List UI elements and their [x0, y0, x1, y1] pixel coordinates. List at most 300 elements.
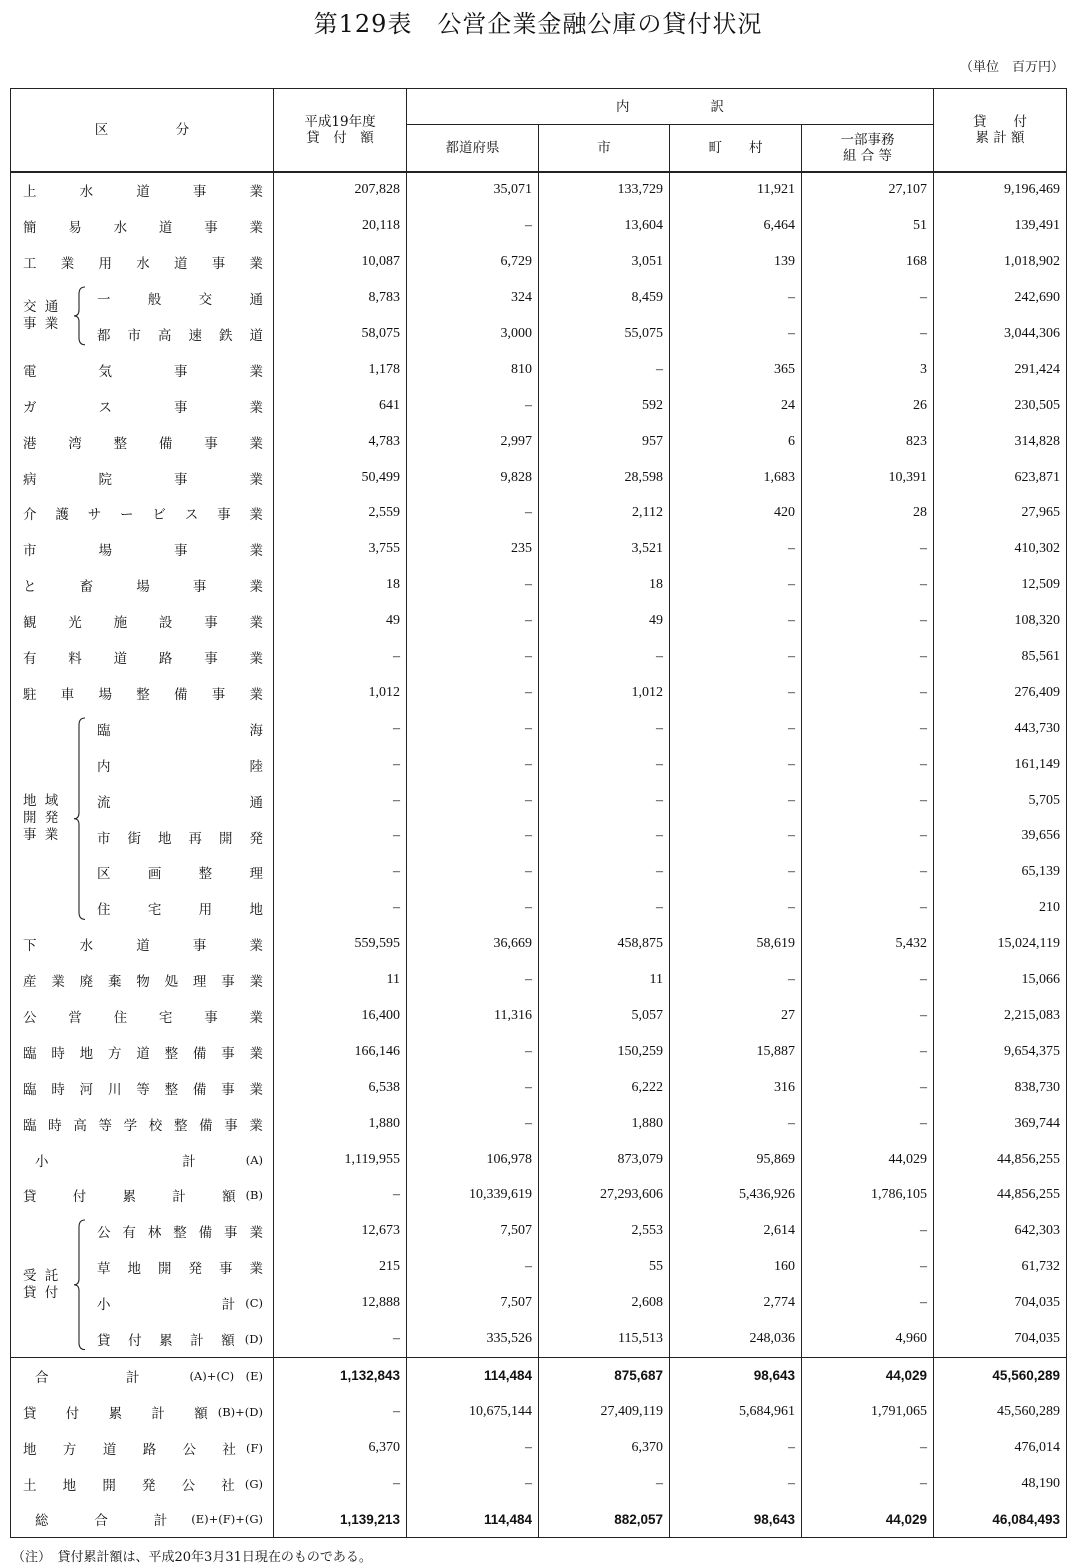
- table-cell: 13,604: [539, 208, 670, 244]
- table-cell: 1,791,065: [802, 1394, 934, 1430]
- table-row: [11, 1106, 1067, 1142]
- table-cell: 207,828: [274, 172, 407, 209]
- table-cell: 26: [802, 388, 934, 424]
- table-cell: 139: [670, 244, 802, 280]
- table-cell: –: [802, 567, 934, 603]
- table-cell: –: [802, 1070, 934, 1106]
- header-loan-amount: 平成19年度 貸 付 額: [274, 89, 407, 172]
- row-label: 土 地 開 発 公 社: [23, 1477, 235, 1494]
- header-city: 市: [539, 125, 670, 172]
- table-cell: 1,178: [274, 352, 407, 388]
- table-cell: 1,018,902: [934, 244, 1067, 280]
- table-cell: 36,669: [407, 926, 539, 962]
- table-cell: 316: [670, 1070, 802, 1106]
- table-cell: 44,029: [802, 1142, 934, 1178]
- table-cell: 150,259: [539, 1034, 670, 1070]
- row-label-cell: [11, 603, 274, 639]
- table-cell: 115,513: [539, 1321, 670, 1357]
- table-cell: –: [407, 1106, 539, 1142]
- table-cell: –: [407, 1034, 539, 1070]
- row-label: 簡 易 水 道 事 業: [23, 220, 263, 237]
- row-label-cell: [11, 1142, 274, 1178]
- row-label: 都 市 高 速 鉄 道: [97, 328, 263, 344]
- table-cell: 4,783: [274, 424, 407, 460]
- row-label: 一 般 交 通: [97, 292, 263, 309]
- table-cell: 18: [539, 567, 670, 603]
- table-cell: 166,146: [274, 1034, 407, 1070]
- table-cell: 210: [934, 890, 1067, 926]
- table-cell: 882,057: [539, 1502, 670, 1538]
- row-formula: (G): [244, 1476, 263, 1491]
- row-label-cell: [11, 1394, 274, 1430]
- table-cell: 9,196,469: [934, 172, 1067, 209]
- table-row: [11, 675, 1067, 711]
- table-cell: 10,339,619: [407, 1178, 539, 1214]
- row-label: 港 湾 整 備 事 業: [23, 435, 263, 452]
- header-category: 区 分: [11, 89, 274, 172]
- row-label-cell: [11, 1034, 274, 1070]
- table-cell: –: [407, 1466, 539, 1502]
- row-label: 上 水 道 事 業: [23, 184, 263, 201]
- table-cell: –: [802, 854, 934, 890]
- table-row: [11, 603, 1067, 639]
- table-cell: 11: [274, 962, 407, 998]
- table-cell: 114,484: [407, 1357, 539, 1393]
- row-label-cell: [11, 1466, 274, 1502]
- table-cell: –: [407, 783, 539, 819]
- row-label-cell: [11, 352, 274, 388]
- table-cell: 9,828: [407, 460, 539, 496]
- table-cell: –: [802, 1430, 934, 1466]
- table-cell: 58,075: [274, 316, 407, 352]
- row-label: 病 院 事 業: [23, 471, 263, 488]
- table-cell: 114,484: [407, 1502, 539, 1538]
- table-cell: 838,730: [934, 1070, 1067, 1106]
- table-cell: –: [802, 675, 934, 711]
- table-cell: 623,871: [934, 460, 1067, 496]
- table-cell: 44,029: [802, 1357, 934, 1393]
- table-cell: 11,316: [407, 998, 539, 1034]
- group-cell-regional: [11, 711, 274, 926]
- table-cell: 2,997: [407, 424, 539, 460]
- header-cumulative: 貸 付 累 計 額: [934, 89, 1067, 172]
- table-cell: 1,880: [274, 1106, 407, 1142]
- row-label-cell: [11, 1106, 274, 1142]
- table-row: [11, 1357, 1067, 1393]
- table-cell: –: [670, 675, 802, 711]
- header-town: 町 村: [670, 125, 802, 172]
- table-cell: –: [274, 1178, 407, 1214]
- table-cell: –: [802, 998, 934, 1034]
- table-cell: 5,432: [802, 926, 934, 962]
- table-cell: 24: [670, 388, 802, 424]
- table-cell: 45,560,289: [934, 1357, 1067, 1393]
- row-label-cell: [11, 1357, 274, 1393]
- table-cell: 49: [274, 603, 407, 639]
- table-cell: 276,409: [934, 675, 1067, 711]
- row-label: ガ ス 事 業: [23, 399, 263, 416]
- table-cell: 50,499: [274, 460, 407, 496]
- row-label: 小 計: [35, 1153, 196, 1170]
- row-label: 介 護 サ ー ビ ス 事 業: [23, 507, 263, 524]
- table-cell: 27,107: [802, 172, 934, 209]
- table-cell: 1,119,955: [274, 1142, 407, 1178]
- table-cell: –: [407, 639, 539, 675]
- row-label: 住 宅 用 地: [97, 902, 263, 919]
- table-cell: 98,643: [670, 1357, 802, 1393]
- table-row: [11, 1502, 1067, 1538]
- table-cell: –: [802, 783, 934, 819]
- group-cell-consign: [11, 1213, 274, 1357]
- table-cell: –: [670, 747, 802, 783]
- table-cell: –: [802, 747, 934, 783]
- table-cell: –: [670, 1430, 802, 1466]
- table-cell: –: [802, 962, 934, 998]
- header-prefecture: 都道府県: [407, 125, 539, 172]
- table-row: [11, 567, 1067, 603]
- row-label: 臨 時 高 等 学 校 整 備 事 業: [23, 1117, 263, 1134]
- table-cell: –: [274, 854, 407, 890]
- table-cell: –: [407, 1430, 539, 1466]
- table-cell: 420: [670, 496, 802, 532]
- unit-label: （単位 百万円）: [959, 60, 1064, 75]
- table-cell: 6,370: [539, 1430, 670, 1466]
- row-label-cell: [11, 208, 274, 244]
- group-label: 地 域 開 発 事 業: [23, 793, 61, 844]
- row-label-cell: [11, 1502, 274, 1538]
- table-row: [11, 496, 1067, 532]
- table-cell: –: [802, 819, 934, 855]
- table-cell: –: [539, 711, 670, 747]
- table-row: [11, 711, 1067, 747]
- row-label-cell: [11, 926, 274, 962]
- table-cell: 16,400: [274, 998, 407, 1034]
- table-cell: –: [407, 962, 539, 998]
- row-label: 臨 時 地 方 道 整 備 事 業: [23, 1045, 263, 1062]
- table-cell: 6,222: [539, 1070, 670, 1106]
- row-label-cell: [11, 1430, 274, 1466]
- table-cell: 4,960: [802, 1321, 934, 1357]
- table-cell: 44,029: [802, 1502, 934, 1538]
- table-cell: 5,705: [934, 783, 1067, 819]
- row-label: 合 計: [35, 1369, 140, 1386]
- table-cell: 61,732: [934, 1249, 1067, 1285]
- table-cell: –: [670, 316, 802, 352]
- table-cell: 139,491: [934, 208, 1067, 244]
- table-cell: 7,507: [407, 1213, 539, 1249]
- table-cell: 2,608: [539, 1285, 670, 1321]
- table-row: [11, 1213, 1067, 1249]
- table-cell: 28: [802, 496, 934, 532]
- table-cell: –: [670, 603, 802, 639]
- row-label: 総 合 計: [35, 1513, 168, 1530]
- table-cell: –: [670, 1106, 802, 1142]
- table-cell: 44,856,255: [934, 1142, 1067, 1178]
- table-cell: 235: [407, 531, 539, 567]
- table-cell: 1,012: [274, 675, 407, 711]
- table-row: [11, 208, 1067, 244]
- group-label: 受 託 貸 付: [23, 1268, 61, 1302]
- table-cell: –: [802, 1106, 934, 1142]
- row-label: 貸 付 累 計 額: [23, 1405, 208, 1422]
- table-cell: 1,012: [539, 675, 670, 711]
- table-row: [11, 460, 1067, 496]
- table-cell: –: [670, 890, 802, 926]
- table-cell: 20,118: [274, 208, 407, 244]
- row-label-cell: [11, 460, 274, 496]
- row-label: 下 水 道 事 業: [23, 938, 263, 955]
- row-label: 電 気 事 業: [23, 363, 263, 380]
- table-cell: –: [407, 711, 539, 747]
- table-cell: 7,507: [407, 1285, 539, 1321]
- table-cell: 55: [539, 1249, 670, 1285]
- table-cell: –: [274, 783, 407, 819]
- row-label: 流 通: [97, 794, 263, 811]
- table-cell: –: [802, 603, 934, 639]
- table-cell: –: [407, 603, 539, 639]
- row-label-cell: [11, 1070, 274, 1106]
- row-label: 小 計 (C): [97, 1296, 263, 1314]
- table-cell: –: [670, 819, 802, 855]
- table-cell: 2,559: [274, 496, 407, 532]
- row-label: 内 陸: [97, 758, 263, 775]
- table-cell: –: [274, 639, 407, 675]
- group-cell-transport: [11, 280, 274, 352]
- row-label-cell: [11, 244, 274, 280]
- table-cell: –: [802, 280, 934, 316]
- loan-table: [10, 88, 1067, 1538]
- table-cell: –: [407, 1249, 539, 1285]
- table-cell: –: [802, 1249, 934, 1285]
- table-cell: 1,132,843: [274, 1357, 407, 1393]
- table-cell: –: [274, 747, 407, 783]
- header-association: 一部事務 組 合 等: [802, 125, 934, 172]
- table-cell: 44,856,255: [934, 1178, 1067, 1214]
- table-cell: –: [407, 208, 539, 244]
- table-cell: 49: [539, 603, 670, 639]
- table-row: [11, 280, 1067, 316]
- table-cell: 161,149: [934, 747, 1067, 783]
- table-body: [11, 172, 1067, 1538]
- table-cell: 9,654,375: [934, 1034, 1067, 1070]
- table-cell: –: [539, 352, 670, 388]
- table-row: [11, 1178, 1067, 1214]
- table-cell: 45,560,289: [934, 1394, 1067, 1430]
- table-cell: 6,370: [274, 1430, 407, 1466]
- table-cell: 6: [670, 424, 802, 460]
- table-cell: 230,505: [934, 388, 1067, 424]
- table-cell: –: [274, 819, 407, 855]
- row-formula: (A): [245, 1152, 263, 1167]
- row-label-cell: [11, 998, 274, 1034]
- table-cell: –: [670, 531, 802, 567]
- table-cell: 11: [539, 962, 670, 998]
- table-cell: –: [539, 639, 670, 675]
- table-cell: 704,035: [934, 1321, 1067, 1357]
- table-cell: 592: [539, 388, 670, 424]
- table-cell: 12,673: [274, 1213, 407, 1249]
- table-cell: 3,000: [407, 316, 539, 352]
- table-cell: –: [274, 1394, 407, 1430]
- table-cell: 559,595: [274, 926, 407, 962]
- row-formula: (F): [246, 1440, 263, 1455]
- table-cell: 443,730: [934, 711, 1067, 747]
- table-cell: –: [670, 280, 802, 316]
- row-label: 地 方 道 路 公 社: [23, 1441, 237, 1458]
- table-row: [11, 1430, 1067, 1466]
- row-label-cell: [11, 424, 274, 460]
- table-cell: 324: [407, 280, 539, 316]
- table-cell: 704,035: [934, 1285, 1067, 1321]
- table-cell: 6,538: [274, 1070, 407, 1106]
- page-title: 第129表 公営企業金融公庫の貸付状況: [313, 10, 763, 38]
- table-cell: 642,303: [934, 1213, 1067, 1249]
- table-cell: 1,139,213: [274, 1502, 407, 1538]
- table-cell: 133,729: [539, 172, 670, 209]
- table-cell: 85,561: [934, 639, 1067, 675]
- table-cell: 335,526: [407, 1321, 539, 1357]
- row-label: 有 料 道 路 事 業: [23, 651, 263, 668]
- table-cell: 27: [670, 998, 802, 1034]
- table-cell: 35,071: [407, 172, 539, 209]
- table-cell: 27,293,606: [539, 1178, 670, 1214]
- row-label: 駐 車 場 整 備 事 業: [23, 686, 263, 703]
- row-label: 市 場 事 業: [23, 543, 263, 560]
- table-row: [11, 1034, 1067, 1070]
- table-cell: 215: [274, 1249, 407, 1285]
- table-row: [11, 1142, 1067, 1178]
- table-cell: –: [802, 639, 934, 675]
- table-cell: 15,066: [934, 962, 1067, 998]
- table-cell: 875,687: [539, 1357, 670, 1393]
- table-cell: 291,424: [934, 352, 1067, 388]
- table-cell: –: [407, 819, 539, 855]
- table-row: [11, 172, 1067, 209]
- table-cell: 458,875: [539, 926, 670, 962]
- table-cell: –: [539, 783, 670, 819]
- row-label: 貸 付 累 計 額 (D): [97, 1332, 263, 1350]
- table-row: [11, 1394, 1067, 1430]
- table-cell: –: [407, 1070, 539, 1106]
- table-cell: 27,965: [934, 496, 1067, 532]
- table-cell: –: [670, 567, 802, 603]
- row-label: 草 地 開 発 事 業: [97, 1261, 263, 1278]
- table-cell: 2,614: [670, 1213, 802, 1249]
- brace-icon: [73, 1219, 87, 1351]
- table-cell: –: [670, 854, 802, 890]
- row-label: 観 光 施 設 事 業: [23, 615, 263, 632]
- table-cell: –: [274, 1321, 407, 1357]
- table-cell: –: [539, 1466, 670, 1502]
- table-cell: –: [670, 639, 802, 675]
- table-cell: –: [274, 890, 407, 926]
- table-cell: –: [802, 1466, 934, 1502]
- row-label: 臨 海: [97, 722, 263, 739]
- table-cell: 2,553: [539, 1213, 670, 1249]
- table-cell: 106,978: [407, 1142, 539, 1178]
- table-cell: 98,643: [670, 1502, 802, 1538]
- table-cell: 65,139: [934, 854, 1067, 890]
- table-cell: –: [670, 962, 802, 998]
- table-cell: 1,683: [670, 460, 802, 496]
- row-label-cell: [11, 567, 274, 603]
- table-cell: 39,656: [934, 819, 1067, 855]
- table-cell: –: [802, 1285, 934, 1321]
- row-label: 臨 時 河 川 等 整 備 事 業: [23, 1081, 263, 1098]
- row-label-cell: [11, 388, 274, 424]
- table-cell: 10,391: [802, 460, 934, 496]
- table-cell: –: [407, 388, 539, 424]
- table-cell: 48,190: [934, 1466, 1067, 1502]
- header-breakdown: 内 訳: [407, 89, 934, 125]
- table-cell: 5,057: [539, 998, 670, 1034]
- row-label: と 畜 場 事 業: [23, 579, 263, 596]
- table-cell: 15,887: [670, 1034, 802, 1070]
- table-cell: 15,024,119: [934, 926, 1067, 962]
- table-cell: 476,014: [934, 1430, 1067, 1466]
- table-cell: 51: [802, 208, 934, 244]
- table-cell: –: [670, 1466, 802, 1502]
- table-cell: 2,112: [539, 496, 670, 532]
- table-cell: 369,744: [934, 1106, 1067, 1142]
- table-cell: 3,051: [539, 244, 670, 280]
- group-label: 交 通 事 業: [23, 299, 61, 333]
- table-cell: 957: [539, 424, 670, 460]
- table-cell: 248,036: [670, 1321, 802, 1357]
- table-cell: –: [802, 316, 934, 352]
- row-formula: (B)+(D): [217, 1404, 263, 1419]
- row-label-cell: [11, 675, 274, 711]
- table-row: [11, 962, 1067, 998]
- table-row: [11, 1466, 1067, 1502]
- row-formula: (E)+(F)+(G): [191, 1512, 263, 1527]
- table-cell: –: [539, 819, 670, 855]
- table-cell: 8,459: [539, 280, 670, 316]
- table-cell: –: [539, 854, 670, 890]
- brace-icon: [73, 717, 87, 920]
- table-cell: –: [802, 1213, 934, 1249]
- table-cell: 3: [802, 352, 934, 388]
- table-row: [11, 926, 1067, 962]
- table-cell: –: [802, 711, 934, 747]
- table-cell: 12,888: [274, 1285, 407, 1321]
- table-cell: 5,436,926: [670, 1178, 802, 1214]
- table-cell: –: [407, 567, 539, 603]
- table-cell: –: [670, 783, 802, 819]
- table-cell: 12,509: [934, 567, 1067, 603]
- table-cell: 95,869: [670, 1142, 802, 1178]
- row-label-cell: [11, 1178, 274, 1214]
- table-cell: –: [802, 531, 934, 567]
- table-row: [11, 388, 1067, 424]
- table-cell: 55,075: [539, 316, 670, 352]
- brace-icon: [73, 286, 87, 346]
- table-cell: 10,087: [274, 244, 407, 280]
- table-cell: 823: [802, 424, 934, 460]
- table-cell: 641: [274, 388, 407, 424]
- table-cell: 28,598: [539, 460, 670, 496]
- table-cell: 2,774: [670, 1285, 802, 1321]
- table-cell: 168: [802, 244, 934, 280]
- table-cell: –: [407, 890, 539, 926]
- table-cell: –: [274, 711, 407, 747]
- table-cell: 6,464: [670, 208, 802, 244]
- table-row: [11, 424, 1067, 460]
- row-label-cell: [11, 172, 274, 209]
- table-row: [11, 998, 1067, 1034]
- table-cell: 1,786,105: [802, 1178, 934, 1214]
- table-cell: –: [407, 747, 539, 783]
